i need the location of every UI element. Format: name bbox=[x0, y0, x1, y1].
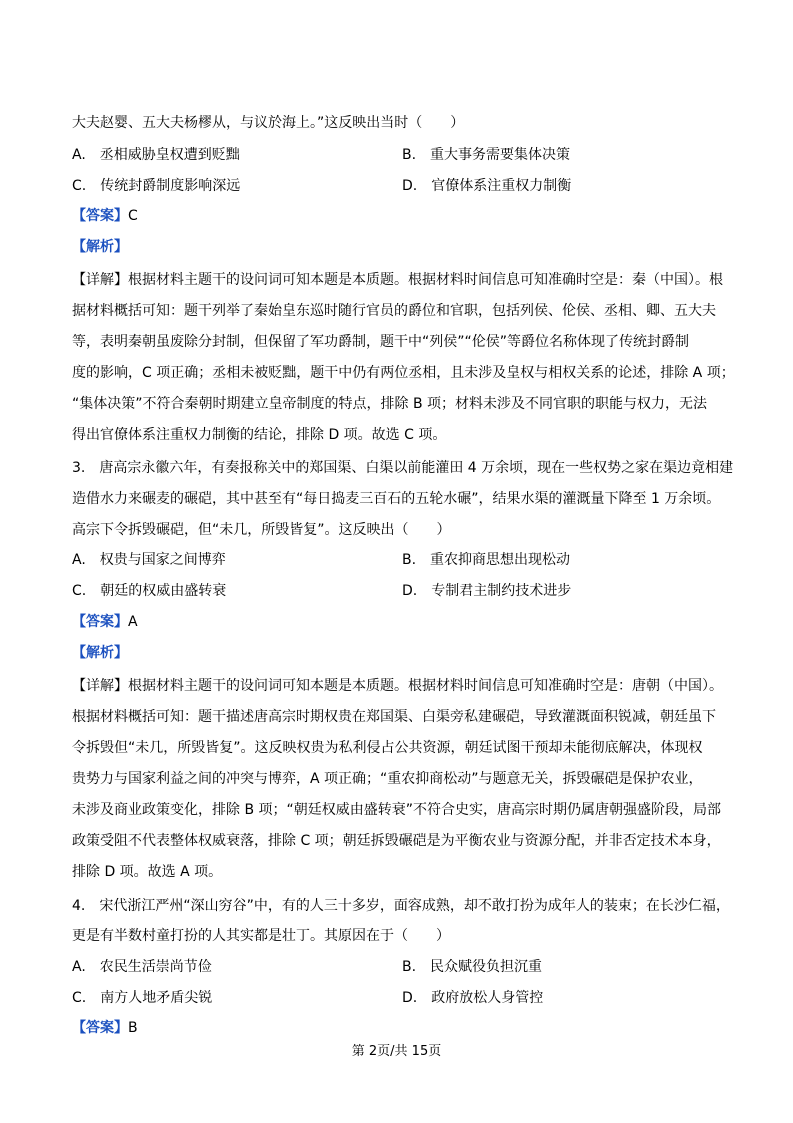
answer-tag: 【答案】 bbox=[72, 1020, 128, 1036]
q2-stem-tail: 大夫赵婴、五大夫杨樛从，与议於海上。”这反映出当时（ ） bbox=[72, 115, 465, 131]
detail-tag: 【详解】 bbox=[72, 272, 128, 288]
q4-answer-line bbox=[72, 1018, 138, 1038]
answer-value: B bbox=[128, 1020, 138, 1036]
q4-option-a: A. 农民生活崇尚节俭 bbox=[72, 959, 212, 975]
q3-option-b: B. 重农抑商思想出现松动 bbox=[402, 552, 571, 568]
q3-detail-line: 政策受阻不代表整体权威衰落，排除 C 项；朝廷拆毁碾硙是为平衡农业与资源分配，并非否定技术本身， bbox=[72, 833, 721, 849]
q4-option-c: C. 南方人地矛盾尖锐 bbox=[72, 990, 213, 1006]
q3-answer-line bbox=[72, 612, 138, 632]
analysis-tag: 【解析】 bbox=[72, 239, 128, 255]
q2-option-b: B. 重大事务需要集体决策 bbox=[402, 147, 571, 163]
q2-detail-line: “集体决策”不符合秦朝时期建立皇帝制度的特点，排除 B 项；材料未涉及不同官职的职能与权力，无法 bbox=[72, 396, 708, 412]
q3-detail-line: 令拆毁但“未几，所毁皆复”。这反映权贵为私利侵占公共资源，朝廷试图干预却未能彻底解决，体现权 bbox=[72, 740, 703, 756]
detail-text: 根据材料主题干的设问词可知本题是本质题。根据材料时间信息可知准确时空是：秦（中国）。根 bbox=[128, 272, 723, 288]
q2-detail-line: 据材料概括可知：题干列举了秦始皇东巡时随行官员的爵位和官职，包括列侯、伦侯、丞相、卿、五大夫 bbox=[72, 303, 716, 319]
q2-detail-line: 得出官僚体系注重权力制衡的结论，排除 D 项。故选 C 项。 bbox=[72, 427, 447, 443]
q3-detail-line bbox=[72, 676, 723, 696]
q3-detail-line: 排除 D 项。故选 A 项。 bbox=[72, 864, 223, 880]
q2-option-d: D. 官僚体系注重权力制衡 bbox=[402, 178, 572, 194]
q3-detail-line: 未涉及商业政策变化，排除 B 项；“朝廷权威由盛转衰”不符合史实，唐高宗时期仍属唐朝强盛阶段，局部 bbox=[72, 802, 722, 818]
q3-option-a: A. 权贵与国家之间博弈 bbox=[72, 552, 226, 568]
answer-value: A bbox=[128, 614, 138, 630]
q4-stem-line: 4. 宋代浙江严州“深山穷谷”中，有的人三十多岁，面容成熟，却不敢打扮为成年人的装束；在长沙仁福， bbox=[72, 898, 730, 914]
answer-tag: 【答案】 bbox=[72, 208, 128, 224]
answer-value: C bbox=[128, 208, 138, 224]
q2-answer-line bbox=[72, 206, 138, 226]
q2-analysis-tag bbox=[72, 237, 128, 257]
q4-option-d: D. 政府放松人身管控 bbox=[402, 990, 544, 1006]
q2-option-c: C. 传统封爵制度影响深远 bbox=[72, 178, 241, 194]
q4-stem-line: 更是有半数村童打扮的人其实都是壮丁。其原因在于（ ） bbox=[72, 928, 450, 944]
detail-text: 根据材料主题干的设问词可知本题是本质题。根据材料时间信息可知准确时空是：唐朝（中国）。 bbox=[128, 678, 723, 694]
q3-analysis-tag bbox=[72, 643, 128, 663]
q2-detail-line: 等，表明秦朝虽废除分封制，但保留了军功爵制，题干中“列侯”“伦侯”等爵位名称体现了传统封爵制 bbox=[72, 334, 690, 350]
q3-stem-line: 3. 唐高宗永徽六年，有奏报称关中的郑国渠、白渠以前能灌田 4 万余顷，现在一些权势之家在渠边竟相建 bbox=[72, 460, 734, 476]
answer-tag: 【答案】 bbox=[72, 614, 128, 630]
detail-tag: 【详解】 bbox=[72, 678, 128, 694]
q2-detail-line: 度的影响，C 项正确；丞相未被贬黜，题干中仍有两位丞相，且未涉及皇权与相权关系的论述，排除 A 项； bbox=[72, 365, 735, 381]
q3-detail-line: 根据材料概括可知：题干描述唐高宗时期权贵在郑国渠、白渠旁私建碾硙，导致灌溉面积锐减，朝廷虽下 bbox=[72, 709, 716, 725]
q2-detail-line bbox=[72, 270, 723, 290]
q3-stem-line: 高宗下令拆毁碾硙，但“未几，所毁皆复”。这反映出（ ） bbox=[72, 522, 451, 538]
analysis-tag: 【解析】 bbox=[72, 645, 128, 661]
page-footer: 第 2页/共 15页 bbox=[351, 1044, 442, 1059]
q3-stem-line: 造借水力来碾麦的碾硙，其中甚至有“每日捣麦三百石的五轮水碾”，结果水渠的灌溉量下降至 1 万余顷。 bbox=[72, 491, 721, 507]
q3-detail-line: 贵势力与国家利益之间的冲突与博弈，A 项正确；“重农抑商松动”与题意无关，拆毁碾硙是保护农业， bbox=[72, 771, 703, 787]
q2-option-a: A. 丞相威胁皇权遭到贬黜 bbox=[72, 147, 240, 163]
q3-option-c: C. 朝廷的权威由盛转衰 bbox=[72, 583, 227, 599]
q3-option-d: D. 专制君主制约技术进步 bbox=[402, 583, 572, 599]
q4-option-b: B. 民众赋役负担沉重 bbox=[402, 959, 543, 975]
